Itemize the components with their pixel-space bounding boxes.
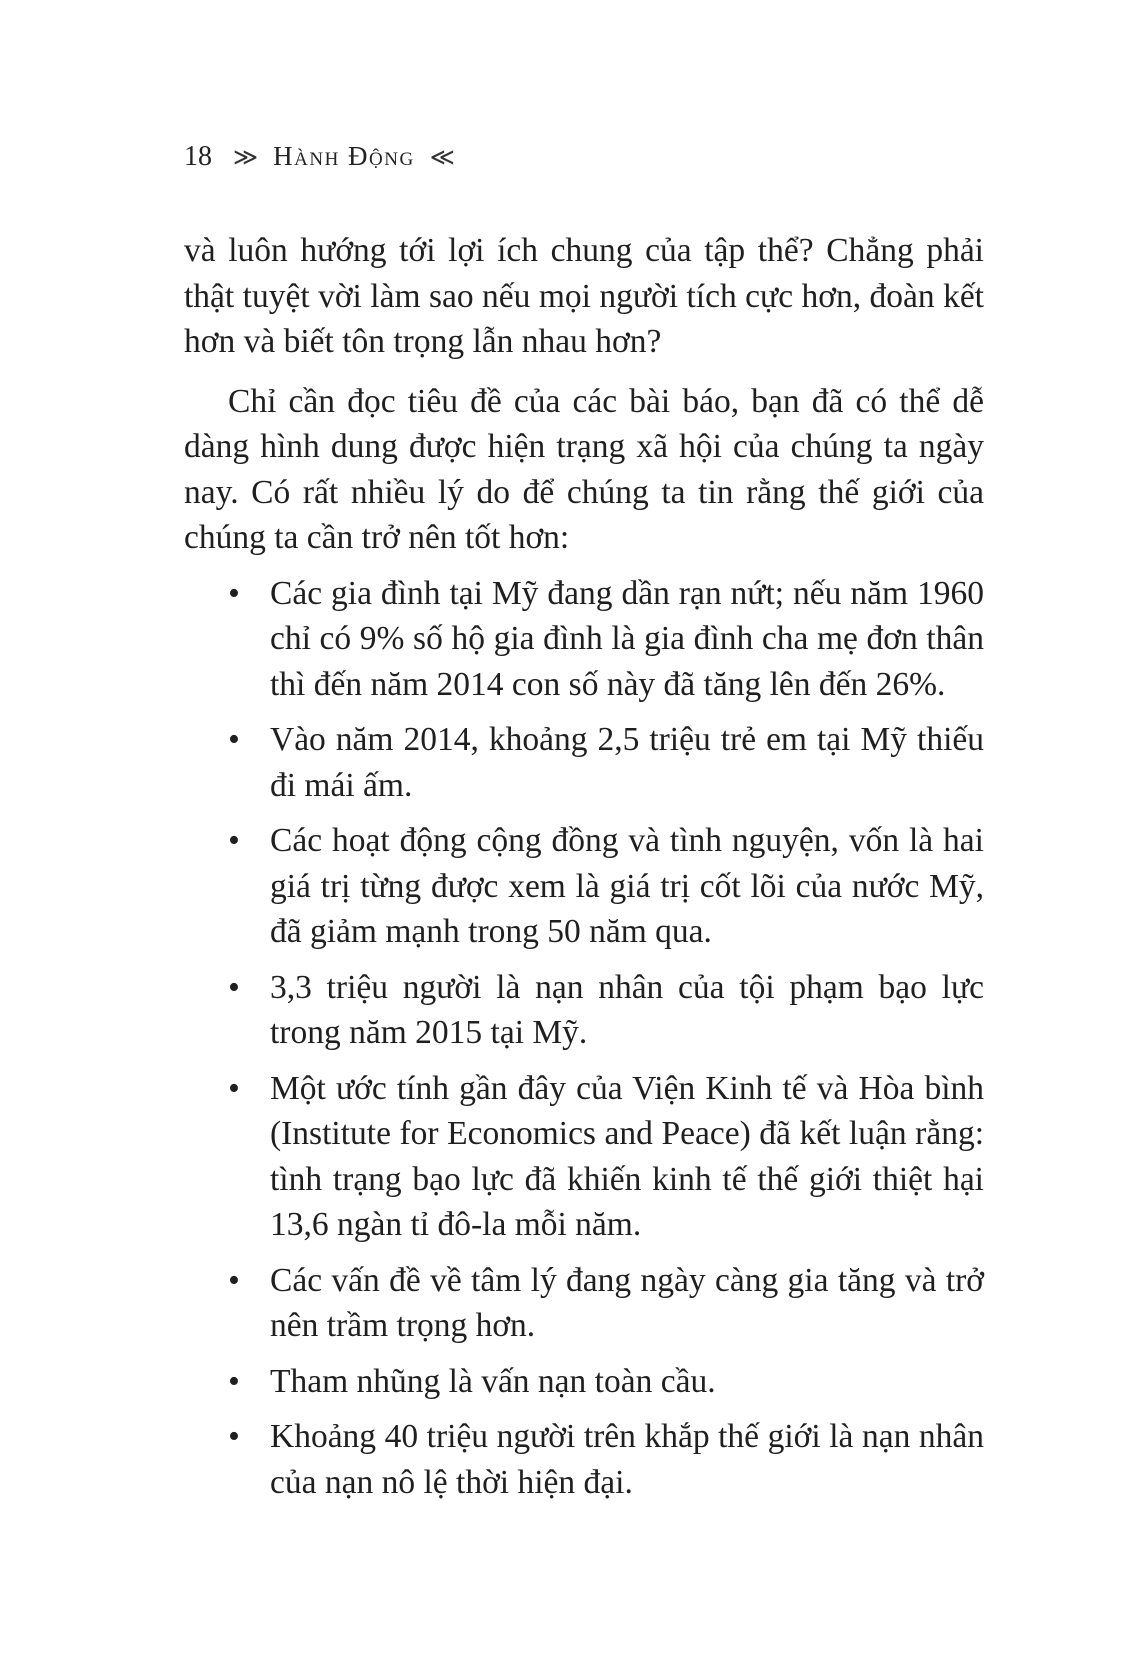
page-number: 18 xyxy=(184,141,212,172)
chapter-title: Hành Động xyxy=(273,141,415,171)
list-item xyxy=(228,1258,984,1349)
bullet-icon: • xyxy=(228,968,240,1006)
bullet-list xyxy=(184,571,984,1506)
list-item-text: 3,3 triệu người là nạn nhân của tội phạm bạo lực trong năm 2015 tại Mỹ. xyxy=(270,968,984,1051)
list-item xyxy=(228,818,984,955)
bullet-icon: • xyxy=(228,1069,240,1107)
opening-paragraph: và luôn hướng tới lợi ích chung của tập thể? Chẳng phải thật tuyệt vời làm sao nếu mọi người tích cực hơn, đoàn kết hơn và biết tôn trọng lẫn nhau hơn? xyxy=(184,232,984,360)
list-item xyxy=(228,965,984,1056)
bullet-icon: • xyxy=(228,1261,240,1299)
list-item xyxy=(228,1359,984,1405)
bullet-icon: • xyxy=(228,1362,240,1400)
intro-paragraph: Chỉ cần đọc tiêu đề của các bài báo, bạn đã có thể dễ dàng hình dung được hiện trạng xã hội của chúng ta ngày nay. Có rất nhiều lý do để chúng ta tin rằng thế giới của chúng ta cần trở nên tốt hơn: xyxy=(184,382,984,556)
list-item xyxy=(228,1066,984,1248)
list-item xyxy=(228,717,984,808)
body-text xyxy=(184,228,984,1515)
list-item-text: Một ước tính gần đây của Viện Kinh tế và Hòa bình (Institute for Economics and Peace) đã kết luận rằng: tình trạng bạo lực đã khiến kinh tế thế giới thiệt hại 13,6 ngàn tỉ đô-la mỗi năm. xyxy=(270,1069,984,1243)
bullet-icon: • xyxy=(228,822,240,859)
list-item-text: Các vấn đề về tâm lý đang ngày càng gia tăng và trở nên trầm trọng hơn. xyxy=(270,1261,984,1344)
list-item-text: Các gia đình tại Mỹ đang dần rạn nứt; nếu năm 1960 chỉ có 9% số hộ gia đình là gia đình cha mẹ đơn thân thì đến năm 2014 con số này đã tăng lên đến 26%. xyxy=(270,574,984,703)
bullet-icon: • xyxy=(228,1418,240,1455)
list-item-text: Vào năm 2014, khoảng 2,5 triệu trẻ em tại Mỹ thiếu đi mái ấm. xyxy=(270,721,984,804)
list-item xyxy=(228,571,984,708)
list-item-text: Các hoạt động cộng đồng và tình nguyện, vốn là hai giá trị từng được xem là giá trị cốt lõi của nước Mỹ, đã giảm mạnh trong 50 năm qua. xyxy=(270,822,984,950)
right-chevron-mark: ≪ xyxy=(429,145,455,171)
list-item-text: Khoảng 40 triệu người trên khắp thế giới là nạn nhân của nạn nô lệ thời hiện đại. xyxy=(270,1418,984,1501)
list-item xyxy=(228,1414,984,1505)
list-item-text: Tham nhũng là vấn nạn toàn cầu. xyxy=(270,1362,716,1400)
running-header xyxy=(184,138,455,176)
bullet-icon: • xyxy=(228,721,240,758)
left-chevron-mark: ≫ xyxy=(233,145,259,171)
bullet-icon: • xyxy=(228,574,240,612)
